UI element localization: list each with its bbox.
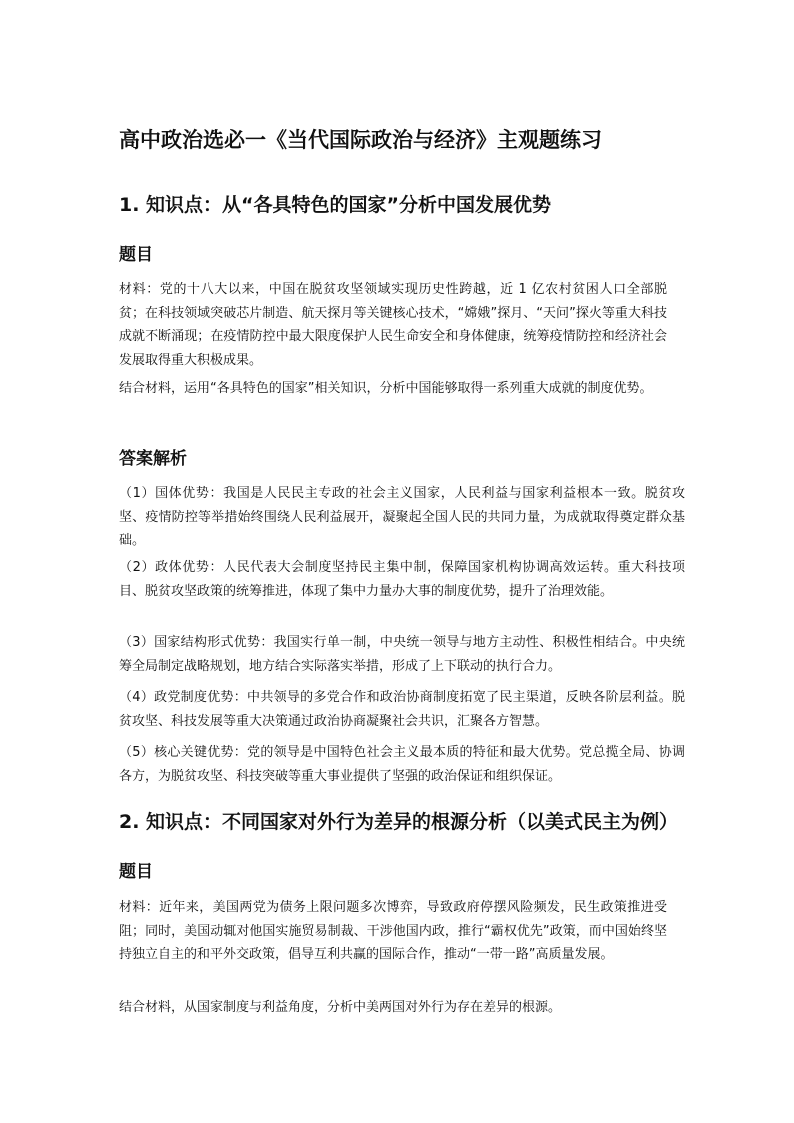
document-title: 高中政治选必一《当代国际政治与经济》主观题练习: [119, 128, 602, 152]
section-2-question: 结合材料，从国家制度与利益角度，分析中美两国对外行为存在差异的根源。: [119, 1000, 562, 1015]
section-1-question-heading: 题目: [119, 245, 153, 265]
section-2-material: 材料：近年来，美国两党为债务上限问题多次博弈，导致政府停摆风险频发，民生政策推进受阻；同时，美国动辄对他国实施贸易制裁、干涉他国内政，推行“霸权优先”政策，而中国始终坚持独立自主的和平外交政策，倡导互利共赢的国际合作，推动“一带一路”高质量发展。: [119, 900, 667, 962]
answer-item-4: （4）政党制度优势：中共领导的多党合作和政治协商制度拓宽了民主渠道，反映各阶层利益。脱贫攻坚、科技发展等重大决策通过政治协商凝聚社会共识，汇聚各方智慧。: [119, 690, 685, 729]
section-2-question-heading: 题目: [119, 862, 153, 882]
section-1-heading: 1. 知识点：从“各具特色的国家”分析中国发展优势: [119, 194, 552, 216]
section-1-question: 结合材料，运用“各具特色的国家”相关知识，分析中国能够取得一系列重大成就的制度优势。: [119, 381, 653, 396]
answer-item-1: （1）国体优势：我国是人民民主专政的社会主义国家，人民利益与国家利益根本一致。脱贫攻坚、疫情防控等举措始终围绕人民利益展开，凝聚起全国人民的共同力量，为成就取得奠定群众基础。: [119, 486, 685, 548]
answer-item-3: （3）国家结构形式优势：我国实行单一制，中央统一领导与地方主动性、积极性相结合。中央统筹全局制定战略规划，地方结合实际落实举措，形成了上下联动的执行合力。: [119, 635, 685, 674]
section-1-material: 材料：党的十八大以来，中国在脱贫攻坚领域实现历史性跨越，近 1 亿农村贫困人口全部脱贫；在科技领域突破芯片制造、航天探月等关键核心技术，“嫦娥”探月、“天问”探火等重大科技成就不断涌现；在疫情防控中最大限度保护人民生命安全和身体健康，统筹疫情防控和经济社会发展取得重大积极成果。: [119, 282, 667, 368]
section-2-heading: 2. 知识点：不同国家对外行为差异的根源分析（以美式民主为例）: [119, 811, 679, 833]
section-1-answer-heading: 答案解析: [119, 449, 187, 469]
answer-item-2: （2）政体优势：人民代表大会制度坚持民主集中制，保障国家机构协调高效运转。重大科技项目、脱贫攻坚政策的统筹推进，体现了集中力量办大事的制度优势，提升了治理效能。: [119, 560, 685, 599]
answer-item-5: （5）核心关键优势：党的领导是中国特色社会主义最本质的特征和最大优势。党总揽全局、协调各方，为脱贫攻坚、科技突破等重大事业提供了坚强的政治保证和组织保证。: [119, 745, 685, 784]
